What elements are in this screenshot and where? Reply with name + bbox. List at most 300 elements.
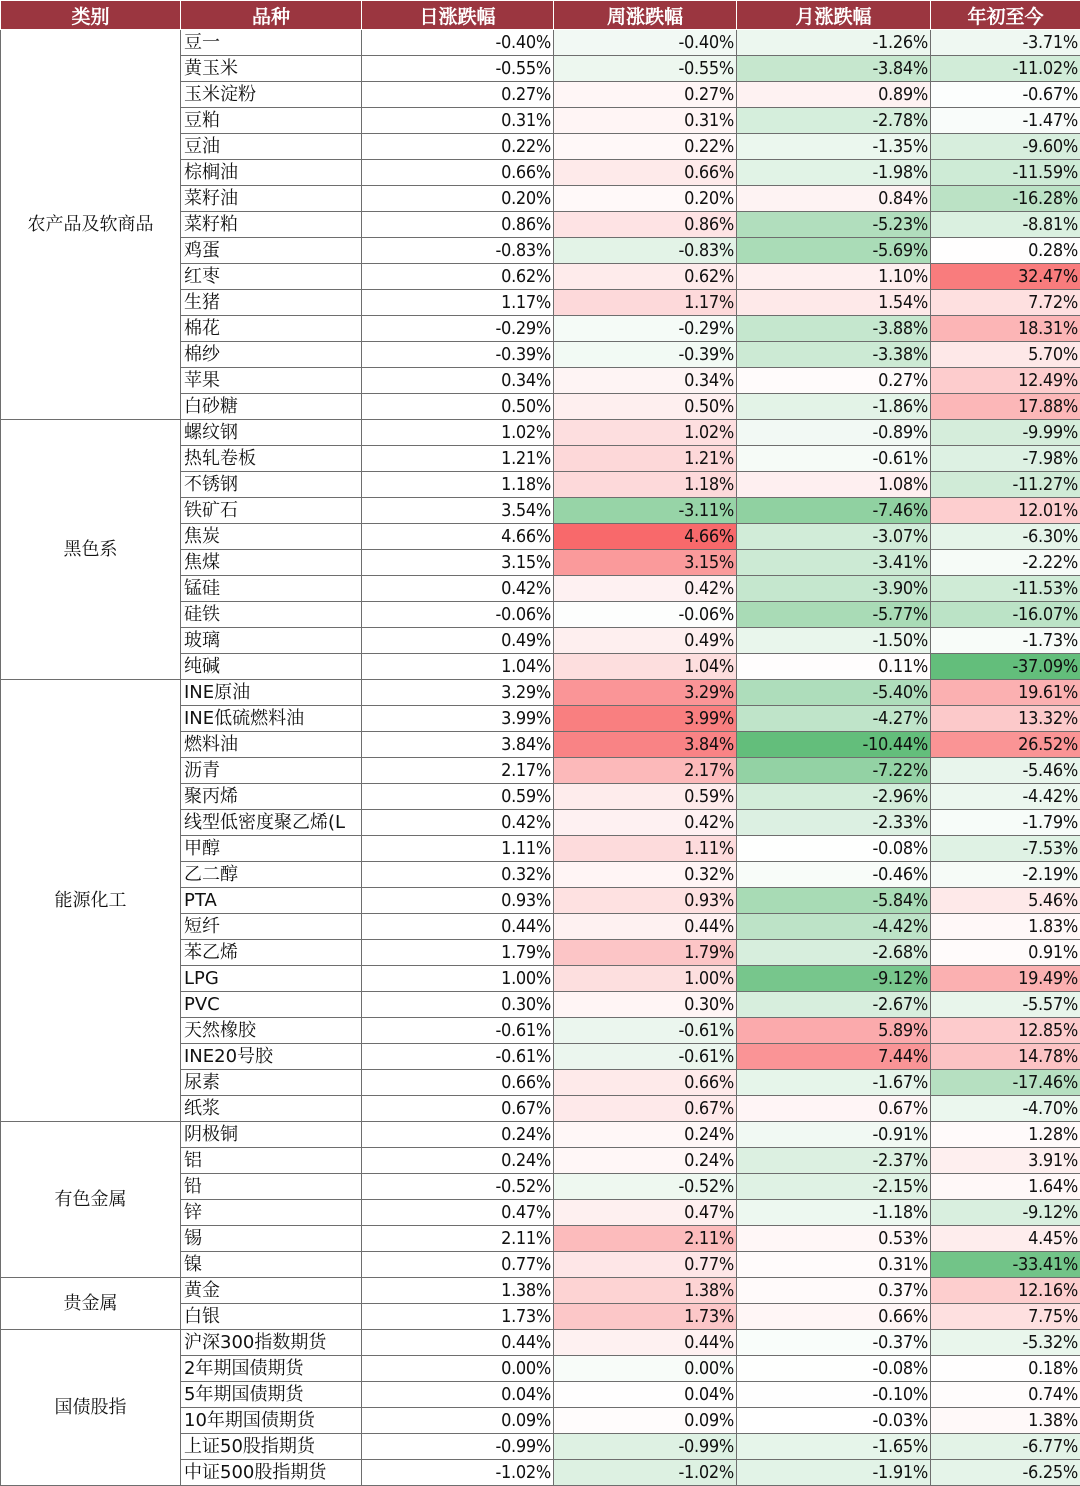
ytd-change-cell: -1.79% bbox=[931, 810, 1080, 836]
table-row bbox=[1, 1278, 1080, 1304]
daily-change-cell: -0.06% bbox=[362, 602, 554, 628]
weekly-change-cell: 1.00% bbox=[554, 966, 737, 992]
variety-cell: 尿素 bbox=[181, 1070, 362, 1096]
header-monthly-change: 月涨跌幅 bbox=[737, 1, 931, 30]
weekly-change-cell: 0.44% bbox=[554, 914, 737, 940]
weekly-change-cell: 2.11% bbox=[554, 1226, 737, 1252]
weekly-change-cell: 1.11% bbox=[554, 836, 737, 862]
monthly-change-cell: -3.07% bbox=[737, 524, 931, 550]
weekly-change-cell: 4.66% bbox=[554, 524, 737, 550]
monthly-change-cell: -1.91% bbox=[737, 1460, 931, 1486]
weekly-change-cell: 0.27% bbox=[554, 82, 737, 108]
variety-cell: 聚丙烯 bbox=[181, 784, 362, 810]
ytd-change-cell: -6.30% bbox=[931, 524, 1080, 550]
ytd-change-cell: 12.16% bbox=[931, 1278, 1080, 1304]
weekly-change-cell: 0.44% bbox=[554, 1330, 737, 1356]
ytd-change-cell: 18.31% bbox=[931, 316, 1080, 342]
table-header bbox=[1, 1, 1080, 30]
monthly-change-cell: -10.44% bbox=[737, 732, 931, 758]
variety-cell: 10年期国债期货 bbox=[181, 1408, 362, 1434]
ytd-change-cell: -11.02% bbox=[931, 56, 1080, 82]
ytd-change-cell: 1.38% bbox=[931, 1408, 1080, 1434]
variety-cell: INE低硫燃料油 bbox=[181, 706, 362, 732]
monthly-change-cell: -3.88% bbox=[737, 316, 931, 342]
monthly-change-cell: -2.96% bbox=[737, 784, 931, 810]
table-row bbox=[1, 30, 1080, 56]
ytd-change-cell: 3.91% bbox=[931, 1148, 1080, 1174]
variety-cell: 短纤 bbox=[181, 914, 362, 940]
header-daily-change: 日涨跌幅 bbox=[362, 1, 554, 30]
daily-change-cell: 0.34% bbox=[362, 368, 554, 394]
weekly-change-cell: -0.55% bbox=[554, 56, 737, 82]
ytd-change-cell: 4.45% bbox=[931, 1226, 1080, 1252]
variety-cell: 线型低密度聚乙烯(L bbox=[181, 810, 362, 836]
daily-change-cell: 0.66% bbox=[362, 1070, 554, 1096]
monthly-change-cell: 0.67% bbox=[737, 1096, 931, 1122]
daily-change-cell: 0.24% bbox=[362, 1148, 554, 1174]
daily-change-cell: 4.66% bbox=[362, 524, 554, 550]
daily-change-cell: 0.22% bbox=[362, 134, 554, 160]
ytd-change-cell: 5.46% bbox=[931, 888, 1080, 914]
variety-cell: 甲醇 bbox=[181, 836, 362, 862]
weekly-change-cell: 0.34% bbox=[554, 368, 737, 394]
daily-change-cell: 0.31% bbox=[362, 108, 554, 134]
weekly-change-cell: 1.21% bbox=[554, 446, 737, 472]
monthly-change-cell: -0.08% bbox=[737, 1356, 931, 1382]
daily-change-cell: 0.86% bbox=[362, 212, 554, 238]
ytd-change-cell: -5.57% bbox=[931, 992, 1080, 1018]
weekly-change-cell: 1.17% bbox=[554, 290, 737, 316]
header-category: 类别 bbox=[1, 1, 181, 30]
ytd-change-cell: 12.85% bbox=[931, 1018, 1080, 1044]
monthly-change-cell: -1.98% bbox=[737, 160, 931, 186]
ytd-change-cell: 17.88% bbox=[931, 394, 1080, 420]
daily-change-cell: -0.40% bbox=[362, 30, 554, 56]
daily-change-cell: 1.04% bbox=[362, 654, 554, 680]
weekly-change-cell: 1.02% bbox=[554, 420, 737, 446]
daily-change-cell: 0.50% bbox=[362, 394, 554, 420]
variety-cell: 白砂糖 bbox=[181, 394, 362, 420]
monthly-change-cell: 1.54% bbox=[737, 290, 931, 316]
variety-cell: 豆一 bbox=[181, 30, 362, 56]
daily-change-cell: 1.02% bbox=[362, 420, 554, 446]
header-variety: 品种 bbox=[181, 1, 362, 30]
daily-change-cell: -0.61% bbox=[362, 1044, 554, 1070]
category-cell: 贵金属 bbox=[1, 1278, 181, 1330]
weekly-change-cell: 1.73% bbox=[554, 1304, 737, 1330]
daily-change-cell: 0.42% bbox=[362, 576, 554, 602]
ytd-change-cell: 7.75% bbox=[931, 1304, 1080, 1330]
monthly-change-cell: -1.26% bbox=[737, 30, 931, 56]
weekly-change-cell: 0.86% bbox=[554, 212, 737, 238]
monthly-change-cell: -0.89% bbox=[737, 420, 931, 446]
daily-change-cell: -0.99% bbox=[362, 1434, 554, 1460]
daily-change-cell: -0.61% bbox=[362, 1018, 554, 1044]
daily-change-cell: 0.93% bbox=[362, 888, 554, 914]
weekly-change-cell: 0.67% bbox=[554, 1096, 737, 1122]
variety-cell: 苯乙烯 bbox=[181, 940, 362, 966]
monthly-change-cell: 0.84% bbox=[737, 186, 931, 212]
header-row bbox=[1, 1, 1080, 30]
monthly-change-cell: -9.12% bbox=[737, 966, 931, 992]
ytd-change-cell: -0.67% bbox=[931, 82, 1080, 108]
variety-cell: 2年期国债期货 bbox=[181, 1356, 362, 1382]
monthly-change-cell: -5.69% bbox=[737, 238, 931, 264]
variety-cell: 黄玉米 bbox=[181, 56, 362, 82]
weekly-change-cell: 3.99% bbox=[554, 706, 737, 732]
variety-cell: 棕榈油 bbox=[181, 160, 362, 186]
ytd-change-cell: -3.71% bbox=[931, 30, 1080, 56]
variety-cell: 沥青 bbox=[181, 758, 362, 784]
weekly-change-cell: 0.31% bbox=[554, 108, 737, 134]
variety-cell: 上证50股指期货 bbox=[181, 1434, 362, 1460]
ytd-change-cell: -8.81% bbox=[931, 212, 1080, 238]
ytd-change-cell: -9.12% bbox=[931, 1200, 1080, 1226]
monthly-change-cell: -0.37% bbox=[737, 1330, 931, 1356]
daily-change-cell: 3.54% bbox=[362, 498, 554, 524]
ytd-change-cell: -1.47% bbox=[931, 108, 1080, 134]
variety-cell: 天然橡胶 bbox=[181, 1018, 362, 1044]
daily-change-cell: 0.59% bbox=[362, 784, 554, 810]
variety-cell: LPG bbox=[181, 966, 362, 992]
ytd-change-cell: -2.22% bbox=[931, 550, 1080, 576]
weekly-change-cell: 0.49% bbox=[554, 628, 737, 654]
variety-cell: 锰硅 bbox=[181, 576, 362, 602]
variety-cell: 豆油 bbox=[181, 134, 362, 160]
variety-cell: 豆粕 bbox=[181, 108, 362, 134]
ytd-change-cell: -2.19% bbox=[931, 862, 1080, 888]
variety-cell: 铁矿石 bbox=[181, 498, 362, 524]
weekly-change-cell: 0.32% bbox=[554, 862, 737, 888]
variety-cell: 铝 bbox=[181, 1148, 362, 1174]
monthly-change-cell: -3.38% bbox=[737, 342, 931, 368]
variety-cell: 焦炭 bbox=[181, 524, 362, 550]
ytd-change-cell: -4.70% bbox=[931, 1096, 1080, 1122]
monthly-change-cell: -1.18% bbox=[737, 1200, 931, 1226]
daily-change-cell: 1.38% bbox=[362, 1278, 554, 1304]
weekly-change-cell: 3.84% bbox=[554, 732, 737, 758]
monthly-change-cell: -1.35% bbox=[737, 134, 931, 160]
monthly-change-cell: -0.08% bbox=[737, 836, 931, 862]
daily-change-cell: 1.00% bbox=[362, 966, 554, 992]
monthly-change-cell: -5.23% bbox=[737, 212, 931, 238]
variety-cell: 纯碱 bbox=[181, 654, 362, 680]
weekly-change-cell: 1.18% bbox=[554, 472, 737, 498]
weekly-change-cell: 0.09% bbox=[554, 1408, 737, 1434]
ytd-change-cell: 13.32% bbox=[931, 706, 1080, 732]
ytd-change-cell: 1.64% bbox=[931, 1174, 1080, 1200]
weekly-change-cell: 0.30% bbox=[554, 992, 737, 1018]
weekly-change-cell: -0.61% bbox=[554, 1044, 737, 1070]
monthly-change-cell: -2.68% bbox=[737, 940, 931, 966]
daily-change-cell: 1.11% bbox=[362, 836, 554, 862]
weekly-change-cell: 0.93% bbox=[554, 888, 737, 914]
weekly-change-cell: -0.40% bbox=[554, 30, 737, 56]
monthly-change-cell: -5.84% bbox=[737, 888, 931, 914]
daily-change-cell: 0.30% bbox=[362, 992, 554, 1018]
daily-change-cell: 3.15% bbox=[362, 550, 554, 576]
daily-change-cell: -1.02% bbox=[362, 1460, 554, 1486]
ytd-change-cell: -16.28% bbox=[931, 186, 1080, 212]
table-row bbox=[1, 1122, 1080, 1148]
variety-cell: 阴极铜 bbox=[181, 1122, 362, 1148]
variety-cell: 燃料油 bbox=[181, 732, 362, 758]
variety-cell: 中证500股指期货 bbox=[181, 1460, 362, 1486]
weekly-change-cell: 0.42% bbox=[554, 576, 737, 602]
weekly-change-cell: 0.24% bbox=[554, 1148, 737, 1174]
ytd-change-cell: 1.83% bbox=[931, 914, 1080, 940]
daily-change-cell: 0.62% bbox=[362, 264, 554, 290]
daily-change-cell: 0.77% bbox=[362, 1252, 554, 1278]
monthly-change-cell: -7.46% bbox=[737, 498, 931, 524]
weekly-change-cell: -3.11% bbox=[554, 498, 737, 524]
ytd-change-cell: -7.98% bbox=[931, 446, 1080, 472]
weekly-change-cell: 0.66% bbox=[554, 160, 737, 186]
daily-change-cell: 0.66% bbox=[362, 160, 554, 186]
variety-cell: 纸浆 bbox=[181, 1096, 362, 1122]
daily-change-cell: 0.00% bbox=[362, 1356, 554, 1382]
variety-cell: 红枣 bbox=[181, 264, 362, 290]
monthly-change-cell: -3.41% bbox=[737, 550, 931, 576]
ytd-change-cell: -16.07% bbox=[931, 602, 1080, 628]
variety-cell: 棉花 bbox=[181, 316, 362, 342]
variety-cell: 镍 bbox=[181, 1252, 362, 1278]
weekly-change-cell: 0.04% bbox=[554, 1382, 737, 1408]
ytd-change-cell: 1.28% bbox=[931, 1122, 1080, 1148]
ytd-change-cell: 0.18% bbox=[931, 1356, 1080, 1382]
monthly-change-cell: 7.44% bbox=[737, 1044, 931, 1070]
ytd-change-cell: 0.28% bbox=[931, 238, 1080, 264]
daily-change-cell: 0.04% bbox=[362, 1382, 554, 1408]
monthly-change-cell: 0.66% bbox=[737, 1304, 931, 1330]
variety-cell: 黄金 bbox=[181, 1278, 362, 1304]
monthly-change-cell: 0.53% bbox=[737, 1226, 931, 1252]
monthly-change-cell: -1.67% bbox=[737, 1070, 931, 1096]
weekly-change-cell: -0.61% bbox=[554, 1018, 737, 1044]
category-cell: 农产品及软商品 bbox=[1, 30, 181, 420]
daily-change-cell: 0.44% bbox=[362, 914, 554, 940]
daily-change-cell: 2.11% bbox=[362, 1226, 554, 1252]
ytd-change-cell: 19.61% bbox=[931, 680, 1080, 706]
monthly-change-cell: 0.89% bbox=[737, 82, 931, 108]
ytd-change-cell: 32.47% bbox=[931, 264, 1080, 290]
variety-cell: 棉纱 bbox=[181, 342, 362, 368]
ytd-change-cell: -11.59% bbox=[931, 160, 1080, 186]
variety-cell: 不锈钢 bbox=[181, 472, 362, 498]
monthly-change-cell: -0.61% bbox=[737, 446, 931, 472]
daily-change-cell: 1.21% bbox=[362, 446, 554, 472]
variety-cell: INE20号胶 bbox=[181, 1044, 362, 1070]
monthly-change-cell: -7.22% bbox=[737, 758, 931, 784]
daily-change-cell: 0.42% bbox=[362, 810, 554, 836]
daily-change-cell: 0.47% bbox=[362, 1200, 554, 1226]
monthly-change-cell: 5.89% bbox=[737, 1018, 931, 1044]
ytd-change-cell: -37.09% bbox=[931, 654, 1080, 680]
ytd-change-cell: -11.53% bbox=[931, 576, 1080, 602]
weekly-change-cell: 1.38% bbox=[554, 1278, 737, 1304]
ytd-change-cell: -1.73% bbox=[931, 628, 1080, 654]
monthly-change-cell: -0.03% bbox=[737, 1408, 931, 1434]
daily-change-cell: 0.49% bbox=[362, 628, 554, 654]
daily-change-cell: 3.99% bbox=[362, 706, 554, 732]
variety-cell: 鸡蛋 bbox=[181, 238, 362, 264]
monthly-change-cell: -2.37% bbox=[737, 1148, 931, 1174]
header-ytd-change: 年初至今 bbox=[931, 1, 1080, 30]
variety-cell: 铅 bbox=[181, 1174, 362, 1200]
variety-cell: 热轧卷板 bbox=[181, 446, 362, 472]
table-body bbox=[1, 30, 1080, 1486]
daily-change-cell: -0.55% bbox=[362, 56, 554, 82]
table-row bbox=[1, 420, 1080, 446]
weekly-change-cell: -0.52% bbox=[554, 1174, 737, 1200]
weekly-change-cell: 0.22% bbox=[554, 134, 737, 160]
ytd-change-cell: -6.25% bbox=[931, 1460, 1080, 1486]
weekly-change-cell: -0.39% bbox=[554, 342, 737, 368]
daily-change-cell: 0.32% bbox=[362, 862, 554, 888]
daily-change-cell: -0.29% bbox=[362, 316, 554, 342]
variety-cell: 锡 bbox=[181, 1226, 362, 1252]
monthly-change-cell: 1.10% bbox=[737, 264, 931, 290]
daily-change-cell: -0.83% bbox=[362, 238, 554, 264]
variety-cell: PTA bbox=[181, 888, 362, 914]
weekly-change-cell: 0.24% bbox=[554, 1122, 737, 1148]
weekly-change-cell: 0.42% bbox=[554, 810, 737, 836]
daily-change-cell: 0.67% bbox=[362, 1096, 554, 1122]
monthly-change-cell: 0.31% bbox=[737, 1252, 931, 1278]
monthly-change-cell: -2.78% bbox=[737, 108, 931, 134]
monthly-change-cell: -1.50% bbox=[737, 628, 931, 654]
weekly-change-cell: 0.77% bbox=[554, 1252, 737, 1278]
variety-cell: PVC bbox=[181, 992, 362, 1018]
weekly-change-cell: 0.62% bbox=[554, 264, 737, 290]
daily-change-cell: 0.09% bbox=[362, 1408, 554, 1434]
weekly-change-cell: -0.29% bbox=[554, 316, 737, 342]
weekly-change-cell: -0.83% bbox=[554, 238, 737, 264]
ytd-change-cell: 0.91% bbox=[931, 940, 1080, 966]
daily-change-cell: 1.17% bbox=[362, 290, 554, 316]
variety-cell: 锌 bbox=[181, 1200, 362, 1226]
daily-change-cell: 0.24% bbox=[362, 1122, 554, 1148]
variety-cell: 白银 bbox=[181, 1304, 362, 1330]
monthly-change-cell: -2.67% bbox=[737, 992, 931, 1018]
ytd-change-cell: 14.78% bbox=[931, 1044, 1080, 1070]
ytd-change-cell: 7.72% bbox=[931, 290, 1080, 316]
weekly-change-cell: -1.02% bbox=[554, 1460, 737, 1486]
ytd-change-cell: -9.60% bbox=[931, 134, 1080, 160]
weekly-change-cell: 3.29% bbox=[554, 680, 737, 706]
ytd-change-cell: 26.52% bbox=[931, 732, 1080, 758]
weekly-change-cell: 2.17% bbox=[554, 758, 737, 784]
table-row bbox=[1, 680, 1080, 706]
weekly-change-cell: -0.06% bbox=[554, 602, 737, 628]
daily-change-cell: -0.39% bbox=[362, 342, 554, 368]
category-cell: 有色金属 bbox=[1, 1122, 181, 1278]
monthly-change-cell: -0.91% bbox=[737, 1122, 931, 1148]
variety-cell: 玻璃 bbox=[181, 628, 362, 654]
ytd-change-cell: 12.01% bbox=[931, 498, 1080, 524]
daily-change-cell: 3.29% bbox=[362, 680, 554, 706]
monthly-change-cell: -0.10% bbox=[737, 1382, 931, 1408]
monthly-change-cell: -5.77% bbox=[737, 602, 931, 628]
daily-change-cell: 0.44% bbox=[362, 1330, 554, 1356]
monthly-change-cell: -2.15% bbox=[737, 1174, 931, 1200]
variety-cell: 菜籽粕 bbox=[181, 212, 362, 238]
weekly-change-cell: 0.00% bbox=[554, 1356, 737, 1382]
variety-cell: INE原油 bbox=[181, 680, 362, 706]
ytd-change-cell: -5.46% bbox=[931, 758, 1080, 784]
ytd-change-cell: 19.49% bbox=[931, 966, 1080, 992]
daily-change-cell: 1.18% bbox=[362, 472, 554, 498]
ytd-change-cell: -9.99% bbox=[931, 420, 1080, 446]
variety-cell: 苹果 bbox=[181, 368, 362, 394]
ytd-change-cell: -4.42% bbox=[931, 784, 1080, 810]
variety-cell: 生猪 bbox=[181, 290, 362, 316]
daily-change-cell: 1.73% bbox=[362, 1304, 554, 1330]
daily-change-cell: 1.79% bbox=[362, 940, 554, 966]
ytd-change-cell: -11.27% bbox=[931, 472, 1080, 498]
monthly-change-cell: 0.37% bbox=[737, 1278, 931, 1304]
variety-cell: 玉米淀粉 bbox=[181, 82, 362, 108]
monthly-change-cell: -0.46% bbox=[737, 862, 931, 888]
ytd-change-cell: -6.77% bbox=[931, 1434, 1080, 1460]
daily-change-cell: 0.20% bbox=[362, 186, 554, 212]
header-weekly-change: 周涨跌幅 bbox=[554, 1, 737, 30]
monthly-change-cell: -4.27% bbox=[737, 706, 931, 732]
ytd-change-cell: 12.49% bbox=[931, 368, 1080, 394]
weekly-change-cell: 3.15% bbox=[554, 550, 737, 576]
category-cell: 黑色系 bbox=[1, 420, 181, 680]
ytd-change-cell: -17.46% bbox=[931, 1070, 1080, 1096]
category-cell: 国债股指 bbox=[1, 1330, 181, 1486]
ytd-change-cell: 0.74% bbox=[931, 1382, 1080, 1408]
monthly-change-cell: -3.90% bbox=[737, 576, 931, 602]
weekly-change-cell: 0.59% bbox=[554, 784, 737, 810]
variety-cell: 5年期国债期货 bbox=[181, 1382, 362, 1408]
weekly-change-cell: 1.79% bbox=[554, 940, 737, 966]
monthly-change-cell: 0.27% bbox=[737, 368, 931, 394]
weekly-change-cell: 0.47% bbox=[554, 1200, 737, 1226]
variety-cell: 焦煤 bbox=[181, 550, 362, 576]
daily-change-cell: 0.27% bbox=[362, 82, 554, 108]
monthly-change-cell: 0.11% bbox=[737, 654, 931, 680]
weekly-change-cell: -0.99% bbox=[554, 1434, 737, 1460]
category-cell: 能源化工 bbox=[1, 680, 181, 1122]
monthly-change-cell: -5.40% bbox=[737, 680, 931, 706]
daily-change-cell: -0.52% bbox=[362, 1174, 554, 1200]
daily-change-cell: 2.17% bbox=[362, 758, 554, 784]
monthly-change-cell: 1.08% bbox=[737, 472, 931, 498]
weekly-change-cell: 0.66% bbox=[554, 1070, 737, 1096]
table-row bbox=[1, 1330, 1080, 1356]
ytd-change-cell: -5.32% bbox=[931, 1330, 1080, 1356]
ytd-change-cell: -7.53% bbox=[931, 836, 1080, 862]
variety-cell: 乙二醇 bbox=[181, 862, 362, 888]
variety-cell: 沪深300指数期货 bbox=[181, 1330, 362, 1356]
daily-change-cell: 3.84% bbox=[362, 732, 554, 758]
monthly-change-cell: -1.65% bbox=[737, 1434, 931, 1460]
variety-cell: 菜籽油 bbox=[181, 186, 362, 212]
variety-cell: 硅铁 bbox=[181, 602, 362, 628]
weekly-change-cell: 0.50% bbox=[554, 394, 737, 420]
monthly-change-cell: -1.86% bbox=[737, 394, 931, 420]
ytd-change-cell: 5.70% bbox=[931, 342, 1080, 368]
monthly-change-cell: -2.33% bbox=[737, 810, 931, 836]
weekly-change-cell: 1.04% bbox=[554, 654, 737, 680]
weekly-change-cell: 0.20% bbox=[554, 186, 737, 212]
monthly-change-cell: -4.42% bbox=[737, 914, 931, 940]
ytd-change-cell: -33.41% bbox=[931, 1252, 1080, 1278]
variety-cell: 螺纹钢 bbox=[181, 420, 362, 446]
